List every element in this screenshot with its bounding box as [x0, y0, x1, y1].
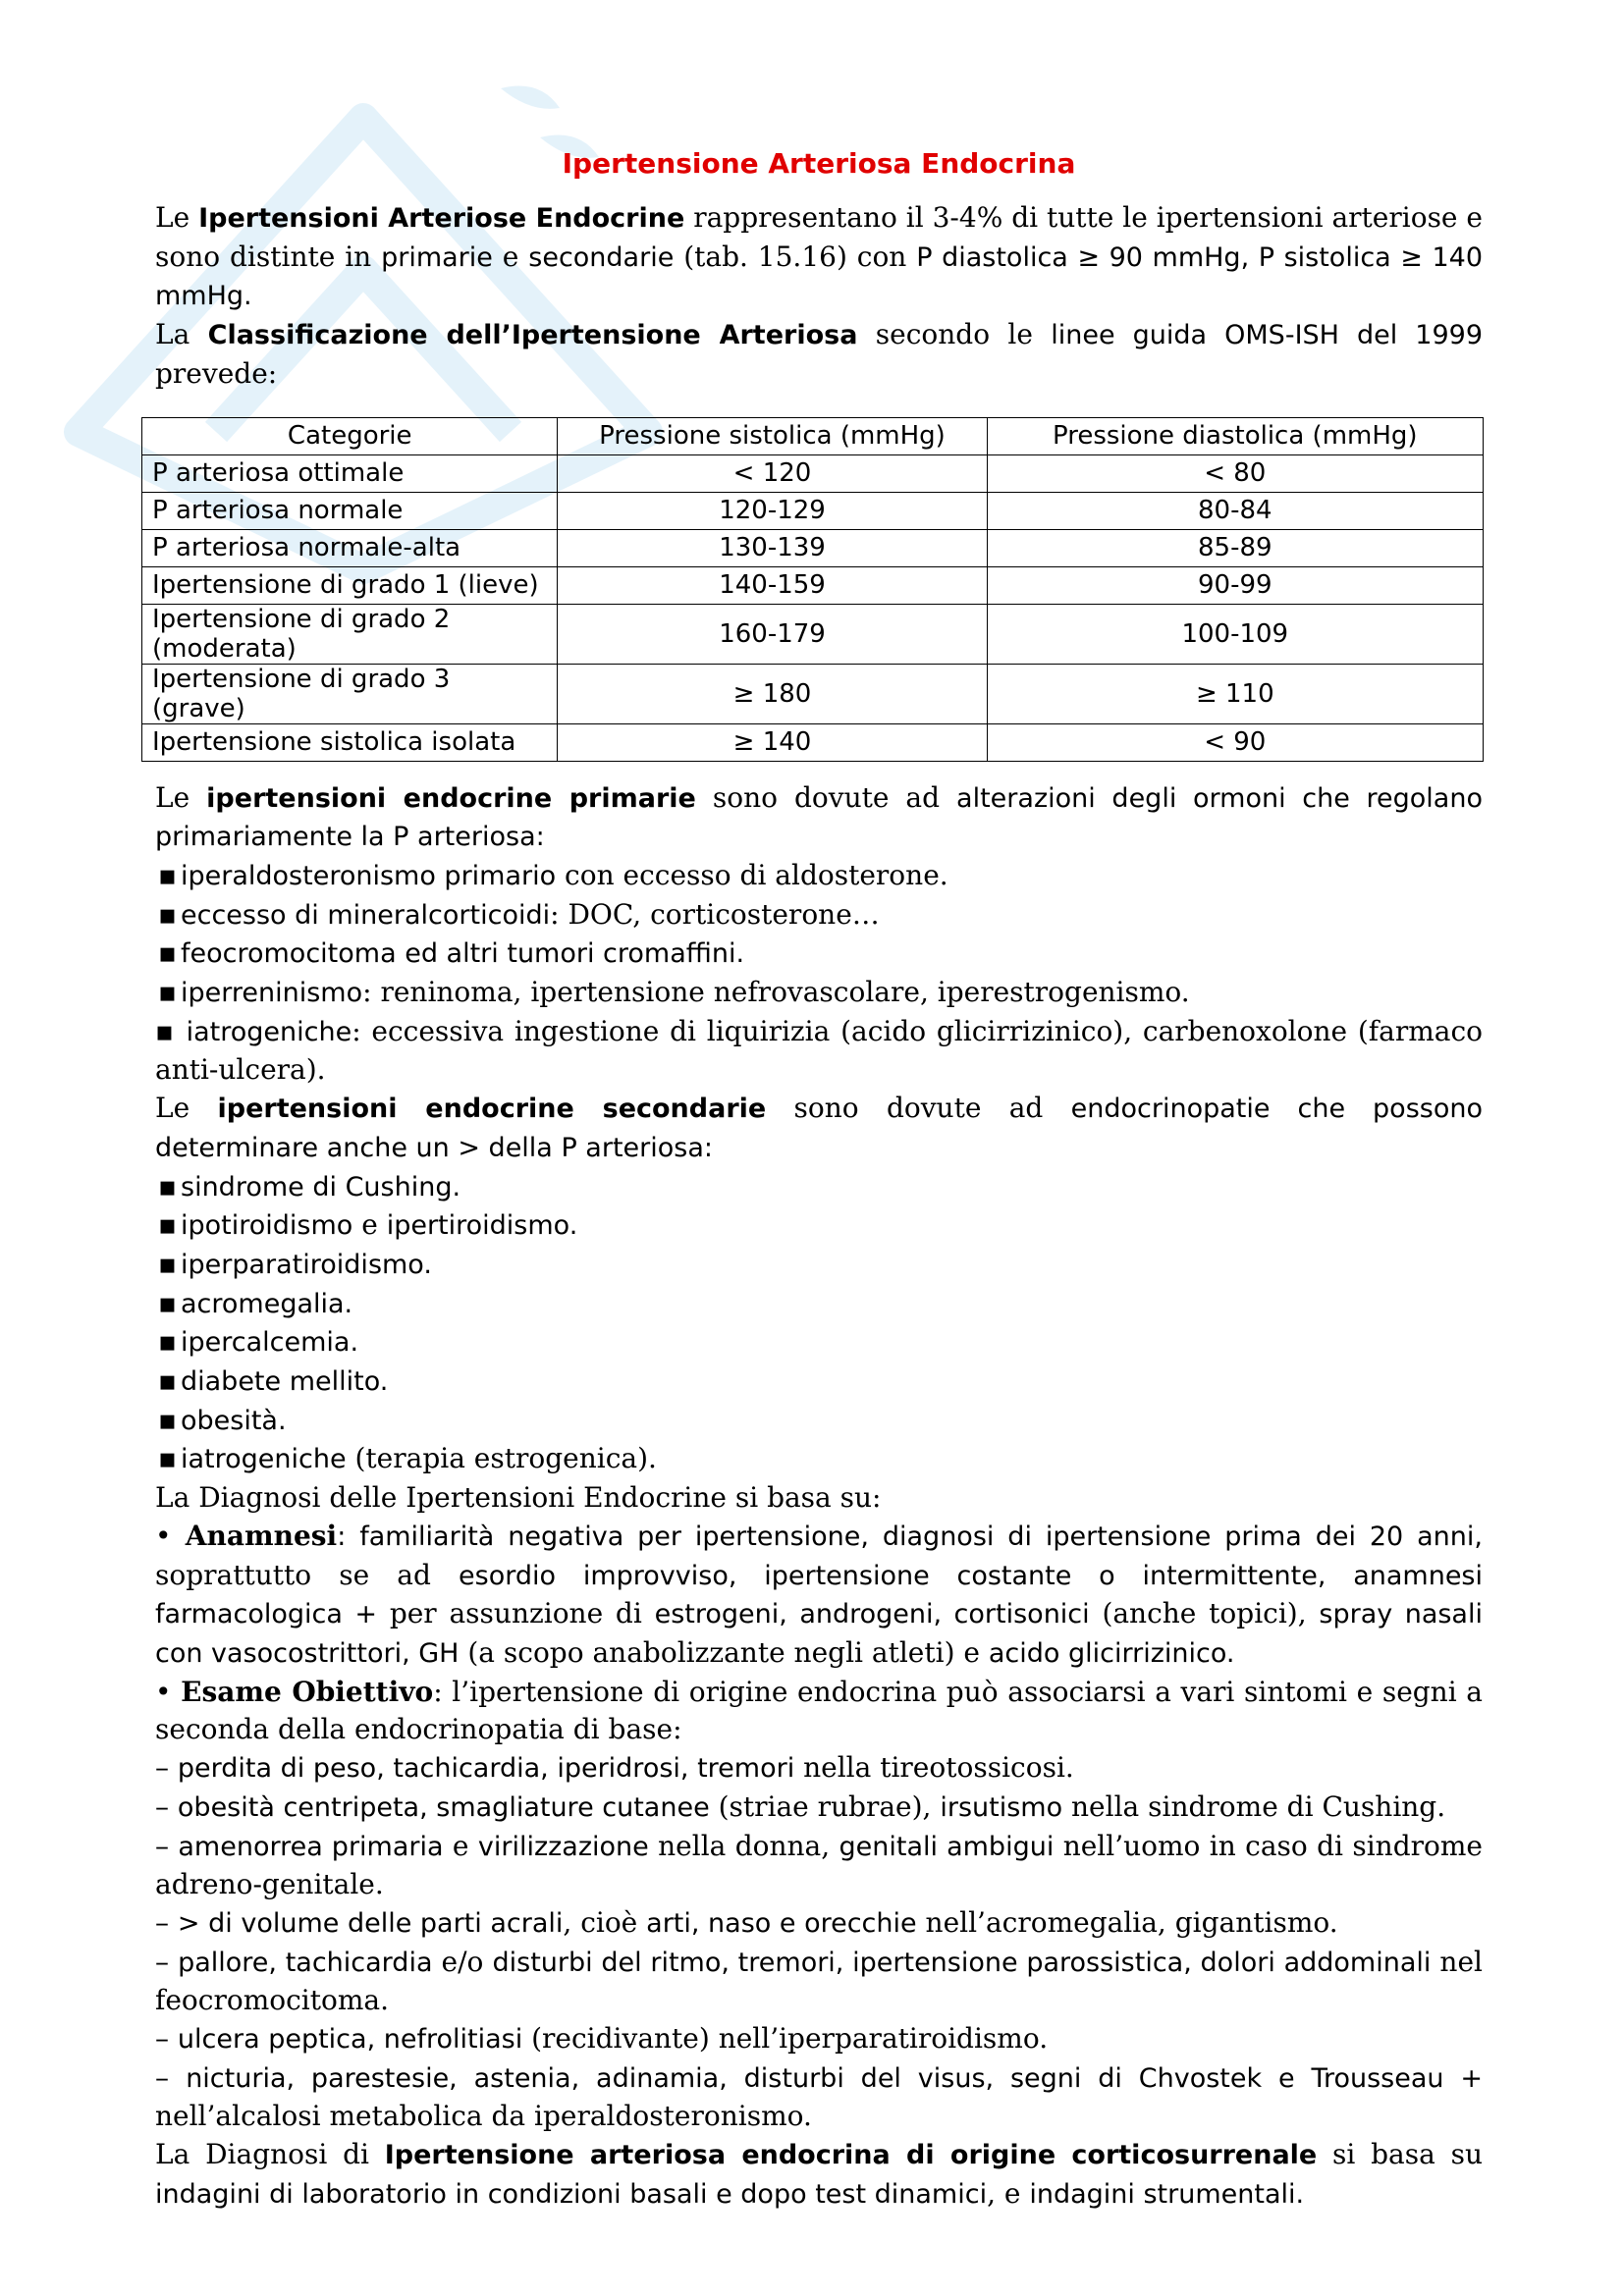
item-text: e — [352, 1208, 387, 1242]
table-cell-diastolic: 80-84 — [987, 492, 1483, 529]
table-cell-category: Ipertensione di grado 1 (lieve) — [142, 566, 558, 604]
table-row — [142, 566, 1484, 604]
dash-text: nell’alcalosi metabolica da iperaldosteronismo. — [155, 2100, 812, 2133]
dash-term: nicturia, parestesie, astenia, adinamia, disturbi del visus, segni di Chvostek e Trousseau + — [186, 2062, 1483, 2094]
intro-text-1: Le — [155, 201, 199, 234]
table-cell-diastolic: < 80 — [987, 454, 1483, 492]
table-cell-category: Ipertensione sistolica isolata — [142, 723, 558, 761]
esame-obiettivo-label: Esame Obiettivo — [181, 1675, 434, 1708]
dash-text: e/o — [432, 1945, 493, 1978]
final-text-3: si basa su — [1317, 2138, 1483, 2171]
dash-term: irsutismo — [940, 1791, 1063, 1823]
table-cell-systolic: 130-139 — [558, 529, 987, 566]
table-cell-systolic: ≥ 140 — [558, 723, 987, 761]
list-item — [155, 1362, 1483, 1402]
table-row — [142, 529, 1484, 566]
table-cell-systolic: ≥ 180 — [558, 664, 987, 723]
table-cell-category: Ipertensione di grado 2 (moderata) — [142, 604, 558, 664]
square-bullet-icon: ▪ — [158, 1208, 177, 1242]
table-cell-diastolic: < 90 — [987, 723, 1483, 761]
list-item — [155, 1440, 1483, 1479]
item-term: eccesso di mineralcorticoidi — [181, 899, 551, 931]
square-bullet-icon: ▪ — [158, 1442, 177, 1475]
anamnesi-text-6: (anche topici), — [1089, 1597, 1320, 1630]
sec-text-1: Le — [155, 1092, 218, 1125]
dash-text: , cioè — [563, 1905, 647, 1939]
anamnesi-text-8: (a scopo anabolizzante negli atleti) e — [459, 1635, 989, 1669]
dash-term: obesità centripeta, smagliature cutanee — [177, 1791, 710, 1823]
dash-item — [155, 1828, 1483, 1904]
esame-obiettivo-paragraph — [155, 1674, 1483, 1749]
dash-term: arti, naso e orecchie — [646, 1907, 917, 1939]
intro-term-primarie: primarie — [381, 241, 493, 273]
final-term: Ipertensione arteriosa endocrina di origine corticosurrenale — [384, 2140, 1318, 2171]
table-row — [142, 492, 1484, 529]
dash-term: > di volume delle parti acrali — [177, 1907, 564, 1939]
dash-icon: – — [155, 1789, 169, 1823]
dash-text: nel feocromocitoma. — [155, 1945, 1483, 2017]
table-header-row — [142, 417, 1484, 454]
list-item — [155, 974, 1483, 1013]
square-bullet-icon: ▪ — [158, 1403, 177, 1436]
primarie-paragraph — [155, 779, 1483, 857]
table-cell-systolic: 160-179 — [558, 604, 987, 664]
anamnesi-text-2: soprattutto se ad — [155, 1558, 460, 1591]
final-paragraph — [155, 2136, 1483, 2214]
table-row — [142, 723, 1484, 761]
dash-term: disturbi del ritmo, tremori, ipertensione parossistica, dolori addominali — [492, 1947, 1432, 1978]
page-content — [152, 147, 1484, 2215]
dash-text: (recidivante) nell’iperparatiroidismo. — [522, 2022, 1049, 2056]
dash-term: amenorrea primaria — [178, 1831, 444, 1862]
list-item — [155, 896, 1483, 935]
prim-text-1: Le — [155, 780, 207, 814]
table-header-cell: Categorie — [142, 417, 558, 454]
anamnesi-text-9: acido glicirrizinico. — [988, 1637, 1235, 1669]
item-text: : reninoma, ipertensione nefrovascolare, iperestrogenismo. — [362, 976, 1190, 1009]
anamnesi-text-4: per assunzione di — [377, 1597, 655, 1630]
item-term: ipertiroidismo. — [386, 1210, 578, 1242]
list-item — [155, 1013, 1483, 1090]
dash-item — [155, 1944, 1483, 2020]
square-bullet-icon: ▪ — [158, 897, 177, 931]
table-row — [142, 664, 1484, 723]
dash-icon: – — [155, 1751, 169, 1785]
list-item — [155, 1168, 1483, 1207]
dash-icon: – — [155, 2022, 169, 2056]
anamnesi-label: Anamnesi — [185, 1519, 338, 1552]
list-item — [155, 934, 1483, 974]
square-bullet-icon: ▪ — [158, 1364, 177, 1398]
class-text-1: La — [155, 318, 208, 351]
dash-term: virilizzazione — [477, 1831, 649, 1862]
intro-text-7: (tab. 15.16) con — [674, 240, 917, 273]
final-text-1: La Diagnosi di — [155, 2138, 385, 2171]
class-text-3: secondo le — [857, 318, 1052, 351]
list-item — [155, 1206, 1483, 1246]
prim-term: ipertensioni endocrine primarie — [206, 782, 696, 814]
table-cell-diastolic: 85-89 — [987, 529, 1483, 566]
square-bullet-icon: ▪ — [158, 1325, 177, 1359]
dash-term: genitali ambigui — [839, 1831, 1055, 1862]
item-term: acromegalia. — [181, 1288, 353, 1319]
dash-term: perdita di peso, tachicardia, iperidrosi, tremori — [177, 1753, 795, 1785]
classification-paragraph — [155, 316, 1483, 393]
table-header-cell: Pressione diastolica (mmHg) — [987, 417, 1483, 454]
diagnosi-intro: La Diagnosi delle Ipertensioni Endocrine si basa su: — [155, 1481, 882, 1515]
item-term: sindrome di Cushing. — [181, 1171, 461, 1202]
intro-term-secondarie: secondarie — [528, 241, 675, 273]
table-cell-category: Ipertensione di grado 3 (grave) — [142, 664, 558, 723]
intro-term-endocrine: Ipertensioni Arteriose Endocrine — [198, 203, 685, 234]
intro-pressure-values: P diastolica ≥ 90 mmHg, P sistolica ≥ 140 mmHg. — [155, 241, 1484, 312]
anamnesi-text-5: estrogeni, androgeni, cortisonici — [654, 1599, 1090, 1630]
table-cell-systolic: 140-159 — [558, 566, 987, 604]
table-cell-systolic: < 120 — [558, 454, 987, 492]
sec-text-4: endocrinopatie che possono determinare anche un > della P arteriosa: — [155, 1094, 1483, 1163]
list-item — [155, 857, 1483, 896]
dash-item — [155, 2059, 1483, 2136]
list-item — [155, 1285, 1483, 1324]
table-cell-category: P arteriosa ottimale — [142, 454, 558, 492]
anamnesi-paragraph — [155, 1518, 1483, 1674]
class-guidelines: linee guida OMS-ISH del 1999 — [1051, 320, 1483, 351]
list-item — [155, 1246, 1483, 1285]
dash-term: ulcera peptica, nefrolitiasi — [177, 2024, 523, 2056]
square-bullet-icon: ▪ — [158, 858, 177, 891]
intro-text-3: rappresentano il 3-4% di tutte le ipertensioni arteriose e sono distinte in — [155, 201, 1483, 273]
dash-text: nella donna, — [648, 1829, 839, 1862]
square-bullet-icon: ▪ — [158, 936, 177, 970]
class-term: Classificazione dell’Ipertensione Arteriosa — [207, 320, 858, 351]
item-term: feocromocitoma ed altri tumori cromaffini. — [181, 938, 745, 970]
pressure-table — [141, 417, 1484, 762]
prim-text-3: sono dovute ad — [695, 780, 957, 814]
intro-paragraph — [155, 199, 1483, 316]
square-bullet-icon: ▪ — [158, 1286, 177, 1319]
table-header-cell: Pressione sistolica (mmHg) — [558, 417, 987, 454]
dash-icon: – — [155, 1905, 169, 1939]
item-term: iatrogeniche — [186, 1016, 352, 1047]
item-term: iperreninismo — [181, 978, 363, 1009]
item-term: ipotiroidismo — [181, 1210, 353, 1242]
item-term: ipercalcemia. — [181, 1327, 359, 1359]
square-bullet-icon: ▪ — [155, 1014, 176, 1047]
item-text: (terapia estrogenica). — [346, 1442, 657, 1475]
final-text-5: , e — [987, 2176, 1030, 2210]
item-term: iperaldosteronismo primario — [181, 860, 557, 891]
dash-icon: – — [155, 1829, 169, 1862]
anamnesi-text-1: : familiarità negativa per ipertensione, diagnosi di ipertensione prima dei 20 anni, — [337, 1521, 1483, 1552]
square-bullet-icon: ▪ — [158, 1247, 177, 1280]
sec-text-3: sono dovute ad — [766, 1092, 1071, 1125]
square-bullet-icon: ▪ — [158, 976, 177, 1009]
class-text-5: prevede: — [155, 356, 278, 390]
dash-text: nella tireotossicosi. — [794, 1751, 1074, 1785]
final-text-4: indagini di laboratorio in condizioni basali e dopo test dinamici — [155, 2178, 988, 2210]
anamnesi-text-7: spray nasali con vasocostrittori, GH — [155, 1599, 1483, 1669]
dash-text: nell’acromegalia, gigantismo. — [916, 1905, 1338, 1939]
item-term: iperparatiroidismo. — [181, 1249, 432, 1280]
table-cell-diastolic: 100-109 — [987, 604, 1483, 664]
item-text: con eccesso di aldosterone. — [556, 858, 948, 891]
secondarie-paragraph — [155, 1090, 1483, 1167]
table-cell-diastolic: ≥ 110 — [987, 664, 1483, 723]
table-cell-diastolic: 90-99 — [987, 566, 1483, 604]
square-bullet-icon: ▪ — [158, 1169, 177, 1202]
list-item — [155, 1323, 1483, 1362]
item-text: : DOC, corticosterone… — [550, 897, 880, 931]
bullet-dot-icon: • — [155, 1519, 172, 1552]
table-row — [142, 604, 1484, 664]
table-cell-systolic: 120-129 — [558, 492, 987, 529]
table-cell-category: P arteriosa normale — [142, 492, 558, 529]
dash-item — [155, 1749, 1483, 1789]
dash-item — [155, 2020, 1483, 2059]
page-title: Ipertensione Arteriosa Endocrina — [562, 147, 1076, 180]
dash-icon: – — [155, 2060, 169, 2094]
dash-text: nella sindrome di Cushing. — [1062, 1789, 1446, 1823]
sec-term: ipertensioni endocrine secondarie — [217, 1094, 767, 1125]
table-cell-category: P arteriosa normale-alta — [142, 529, 558, 566]
dash-text: e — [443, 1829, 478, 1862]
dash-text: nell’uomo in caso di sindrome adreno-genitale. — [155, 1829, 1483, 1901]
dash-icon: – — [155, 1945, 169, 1978]
prim-text-4: alterazioni degli ormoni che regolano primariamente la P arteriosa: — [155, 782, 1483, 853]
final-text-6: indagini strumentali. — [1029, 2178, 1305, 2210]
dash-text: (striae rubrae), — [709, 1789, 941, 1823]
intro-text-5: e — [492, 240, 529, 273]
item-term: iatrogeniche — [181, 1444, 347, 1475]
list-item — [155, 1402, 1483, 1441]
dash-item — [155, 1904, 1483, 1944]
table-row — [142, 454, 1484, 492]
bullet-dot-icon: • — [155, 1675, 172, 1708]
item-text: : eccessiva ingestione di liquirizia (acido glicirrizinico), carbenoxolone (farmaco anti-ulcera). — [155, 1014, 1484, 1087]
anamnesi-text-3: esordio improvviso, ipertensione costante o intermittente, anamnesi farmacologica + — [155, 1560, 1483, 1630]
item-term: obesità. — [181, 1405, 287, 1436]
esame-obiettivo-text: : l’ipertensione di origine endocrina può associarsi a vari sintomi e segni a seconda della endocrinopatia di base: — [155, 1675, 1483, 1746]
item-term: diabete mellito. — [181, 1366, 389, 1398]
dash-item — [155, 1789, 1483, 1828]
dash-term: pallore, tachicardia — [178, 1947, 433, 1978]
